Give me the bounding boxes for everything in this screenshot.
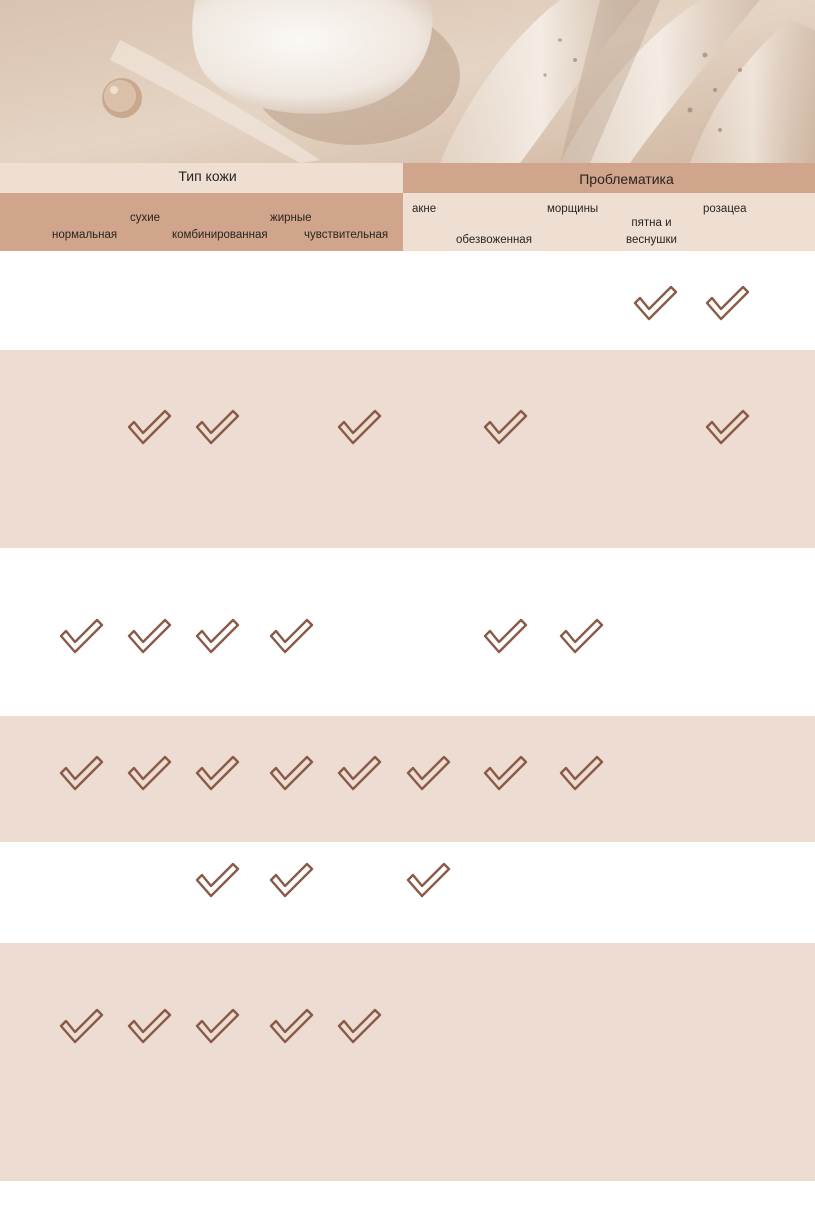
column-acne: акне — [412, 203, 437, 215]
check-icon — [336, 753, 384, 793]
check-icon — [194, 1006, 242, 1046]
check-icon — [704, 283, 752, 323]
check-icon — [268, 860, 316, 900]
column-wrinkles: морщины — [547, 203, 599, 215]
column-sensitive: чувствительная — [304, 229, 389, 241]
column-normal: нормальная — [52, 229, 118, 241]
check-icon — [194, 616, 242, 656]
check-icon — [58, 753, 106, 793]
check-icon — [268, 753, 316, 793]
check-icon — [482, 753, 530, 793]
check-icon — [704, 407, 752, 447]
hero-image — [0, 0, 815, 163]
check-icon — [405, 860, 453, 900]
column-oily: жирные — [270, 212, 312, 224]
table-row — [0, 548, 815, 716]
check-icon — [558, 616, 606, 656]
check-icon — [632, 283, 680, 323]
skin-type-title: Тип кожи — [178, 168, 237, 184]
column-spots-line1: пятна и — [631, 217, 672, 229]
check-icon — [126, 407, 174, 447]
check-icon — [405, 753, 453, 793]
problems-title: Проблематика — [579, 171, 674, 187]
check-icon — [558, 753, 606, 793]
check-icon — [194, 860, 242, 900]
check-icon — [268, 1006, 316, 1046]
check-icon — [58, 616, 106, 656]
table-row — [0, 943, 815, 1181]
check-icon — [268, 616, 316, 656]
check-icon — [126, 753, 174, 793]
table-row — [0, 251, 815, 350]
column-dry: сухие — [130, 212, 161, 224]
column-spots-line2: веснушки — [626, 234, 677, 246]
check-icon — [336, 407, 384, 447]
check-icon — [58, 1006, 106, 1046]
check-icon — [336, 1006, 384, 1046]
table-row — [0, 350, 815, 548]
check-icon — [194, 407, 242, 447]
column-rosacea: розацеа — [703, 203, 747, 215]
check-icon — [194, 753, 242, 793]
check-icon — [482, 407, 530, 447]
column-combination: комбинированная — [172, 229, 268, 241]
column-spots — [626, 215, 677, 249]
check-icon — [482, 616, 530, 656]
check-icon — [126, 1006, 174, 1046]
check-icon — [126, 616, 174, 656]
column-dehydrated: обезвоженная — [456, 234, 532, 246]
